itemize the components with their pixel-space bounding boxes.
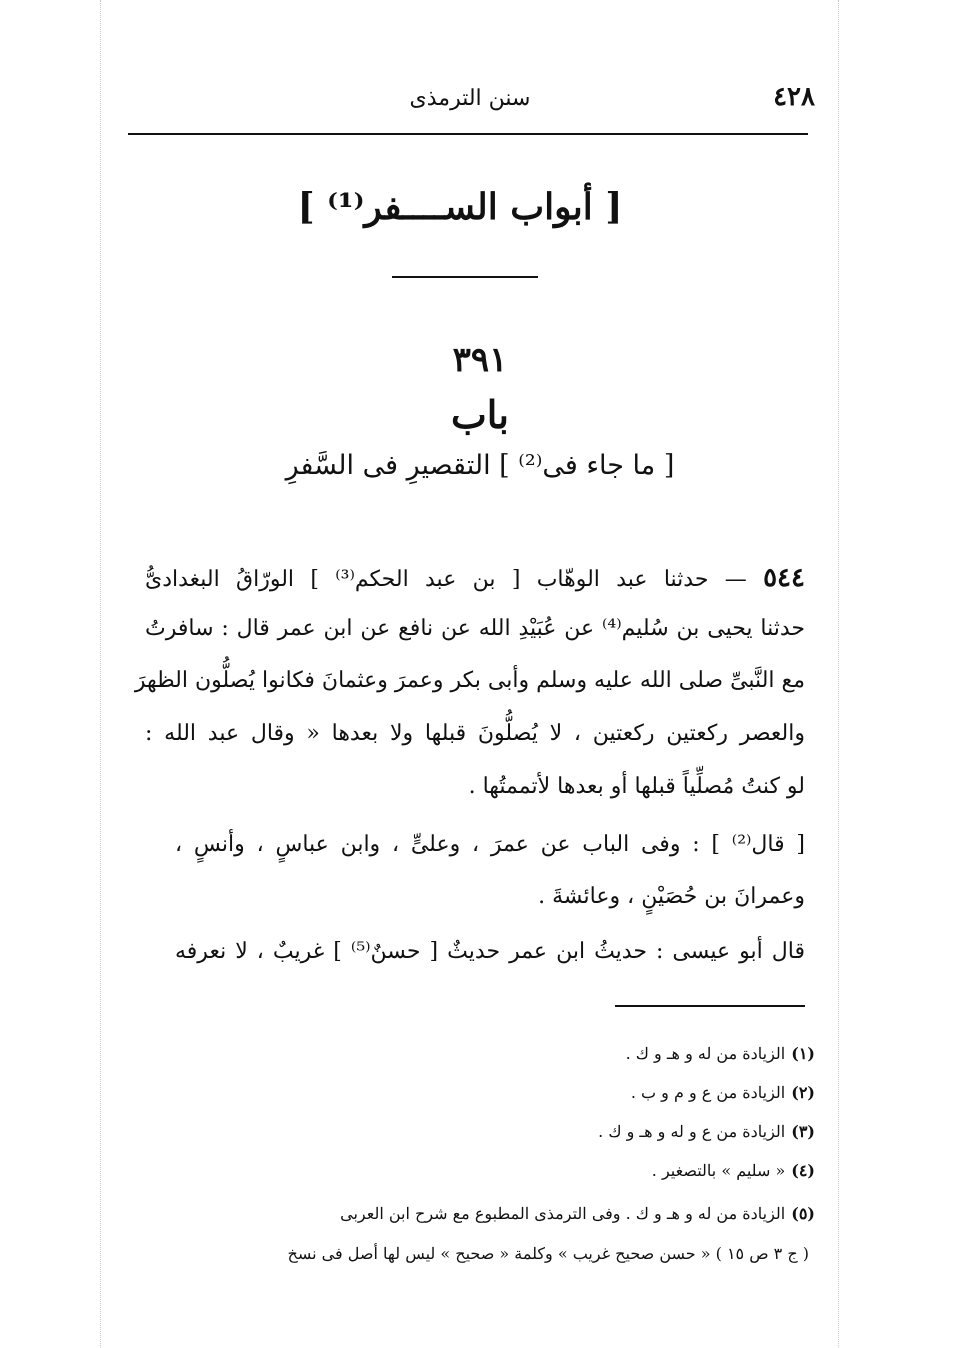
- body-line-5: لو كنتُ مُصلِّياً قبلها أو بعدها لأتممتُها .: [468, 774, 805, 799]
- footnote-text: ( ج ٣ ص ١٥ ) « حسن صحيح غريب » وكلمة « صحيح » ليس لها أصل فى نسخ: [287, 1244, 809, 1263]
- running-head: سنن الترمذى: [409, 86, 531, 111]
- body-line-1: [145, 565, 805, 591]
- section-title: [ أبواب الســــفر⁽¹⁾ ]: [297, 186, 623, 228]
- footnote-5: [145, 1206, 815, 1222]
- footnote-2: [145, 1085, 815, 1101]
- footnote-number: (١): [791, 1044, 815, 1063]
- chapter-title: [ ما جاء فى⁽²⁾ ] التقصيرِ فى السَّفرِ: [285, 450, 675, 481]
- footnote-text: الزيادة من له و هـ و ك .: [625, 1044, 786, 1063]
- body-line-2: حدثنا يحيى بن سُليم⁽⁴⁾ عن عُبَيْدِ الله عن نافع عن ابن عمر قال : سافرتُ: [145, 616, 805, 641]
- footnote-rule: [615, 1005, 805, 1007]
- footnote-1: [145, 1046, 815, 1062]
- footnote-number: (٣): [791, 1122, 815, 1141]
- section-divider: [392, 276, 538, 278]
- hadith-number: ٥٤٤: [763, 563, 805, 593]
- footnote-3: [145, 1124, 815, 1140]
- page-number: ٤٢٨: [773, 82, 815, 112]
- header-rule: [128, 133, 808, 135]
- footnote-4: [145, 1163, 815, 1179]
- scan-edge-line: [100, 0, 101, 1348]
- footnote-number: (٢): [791, 1083, 815, 1102]
- footnote-text: الزيادة من ع و م و ب .: [630, 1083, 786, 1102]
- body-line-6: [ قال⁽²⁾ ] : وفى الباب عن عمرَ ، وعلىٍّ ، وابن عباسٍ ، وأنسٍ ،: [175, 832, 805, 857]
- body-line-7: وعمرانَ بن حُصَيْنٍ ، وعائشةَ .: [538, 884, 805, 909]
- chapter-number: ٣٩١: [452, 340, 508, 380]
- body-line-1-text: — حدثنا عبد الوهّاب [ بن عبد الحكم⁽³⁾ ] الورّاقُ البغدادىُّ: [145, 567, 747, 592]
- chapter-heading: باب: [451, 392, 509, 437]
- footnote-text: الزيادة من ع و له و هـ و ك .: [598, 1122, 786, 1141]
- body-line-3: مع النَّبىِّ صلى الله عليه وسلم وأبى بكر وعمرَ وعثمانَ فكانوا يُصلُّون الظهرَ: [134, 668, 805, 693]
- footnote-text: الزيادة من له و هـ و ك . وفى الترمذى المطبوع مع شرح ابن العربى: [340, 1204, 786, 1223]
- footnote-text: « سليم » بالتصغير .: [651, 1161, 786, 1180]
- footnote-number: (٤): [791, 1161, 815, 1180]
- footnote-5-continued: [145, 1246, 815, 1262]
- body-line-4: والعصر ركعتين ركعتين ، لا يُصلُّونَ قبلها ولا بعدها « وقال عبد الله :: [145, 721, 805, 746]
- body-line-8: قال أبو عيسى : حديثُ ابن عمر حديثٌ [ حسنٌ⁽⁵⁾ ] غريبٌ ، لا نعرفه: [175, 939, 806, 964]
- scan-edge-line: [838, 0, 839, 1348]
- footnote-number: (٥): [791, 1204, 815, 1223]
